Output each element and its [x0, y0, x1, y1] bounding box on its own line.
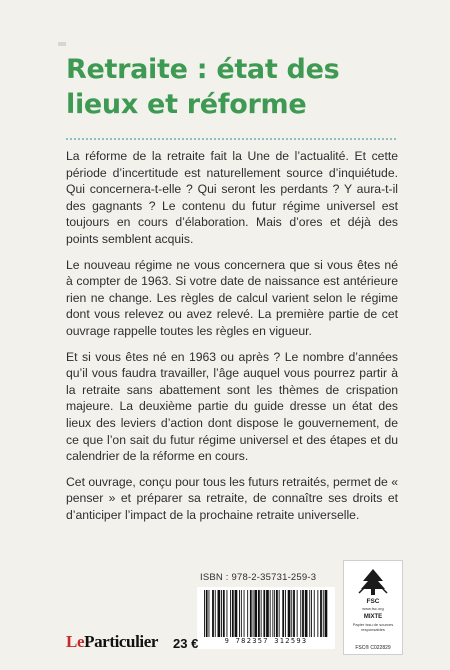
decorative-mark	[58, 42, 66, 46]
book-title: Retraite : état des lieux et réforme	[66, 54, 340, 120]
publisher-logo	[66, 632, 158, 652]
barcode-icon	[202, 590, 330, 637]
fsc-description: Papier issu de sources responsables	[352, 622, 394, 632]
blurb-paragraph-1: La réforme de la retraite fait la Une de l’actualité. Et cette période d’incertitude est naturellement source d’inquiétude. Qui concernera-t-elle ? Qui seront les perdants ? Y aura-t-il des gagnants ? Le contenu du futur régime universel est toujours en cours d’élaboration. Mais d’ores et déjà des points semblent acquis.	[66, 149, 398, 246]
publisher-prefix: Le	[66, 632, 85, 651]
price: 23 €	[173, 636, 199, 651]
barcode	[197, 587, 335, 649]
fsc-tree-icon	[355, 567, 391, 597]
blurb	[66, 148, 398, 532]
fsc-code: FSC® C022829	[355, 645, 391, 651]
blurb-paragraph-2: Le nouveau régime ne vous concernera que si vous êtes né à compter de 1963. Si votre date de naissance est antérieure rien ne change. Les règles de calcul varient selon le régime dont vous relevez ou avez relevé. La première partie de cet ouvrage rappelle toutes les règles en vigueur.	[66, 257, 398, 338]
fsc-label	[343, 560, 403, 655]
isbn-label: ISBN : 978-2-35731-259-3	[200, 572, 317, 583]
publisher-name: Particulier	[84, 632, 159, 651]
barcode-digits: 9 782357 312593	[224, 637, 308, 645]
blurb-paragraph-4: Cet ouvrage, conçu pour tous les futurs retraités, permet de « penser » et préparer sa retraite, de connaître ses droits et d’anticiper l’impact de la prochaine retraite universelle.	[66, 474, 398, 522]
fsc-name: FSC	[366, 598, 380, 605]
fsc-website: www.fsc.org	[362, 606, 384, 611]
dotted-divider	[66, 138, 396, 140]
blurb-paragraph-3: Et si vous êtes né en 1963 ou après ? Le nombre d’années qu’il vous faudra travailler, l’âge auquel vous pourrez partir à la retraite sans abattement sont les thèmes de crispation majeure. La deuxième partie du guide dresse un état des lieux des leviers d’action dont dispose le gouvernement, de ce que l’on sait du futur régime universel et des étapes et du calendrier de la réforme en cours.	[66, 349, 398, 464]
fsc-mixte: MIXTE	[363, 614, 383, 620]
